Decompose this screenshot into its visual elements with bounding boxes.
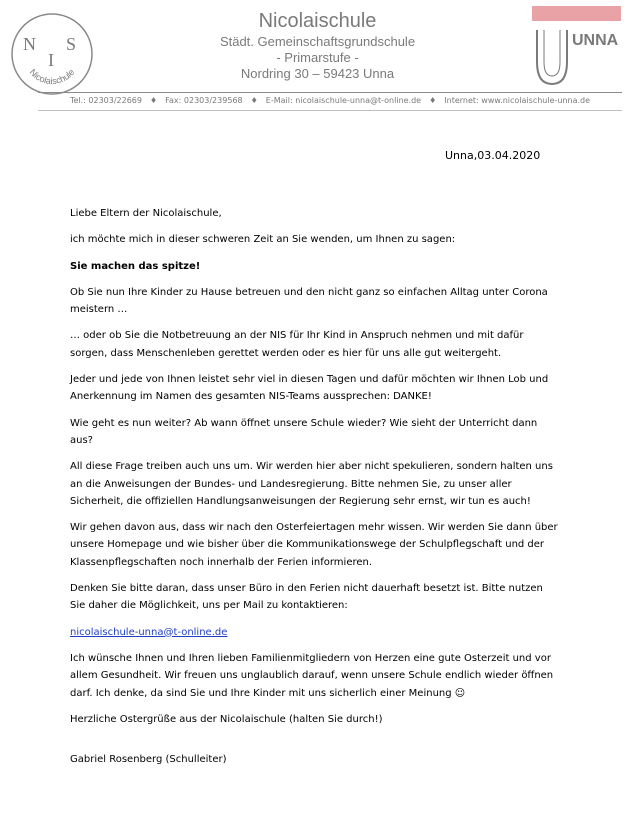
header-divider xyxy=(38,92,622,93)
contact-separator: ♦ xyxy=(429,96,437,105)
contact-line xyxy=(38,96,622,105)
paragraph-emergency-care: … oder ob Sie die Notbetreuung an der NIS für Ihr Kind in Anspruch nehmen und mit dafür sorgen, dass Menschenleben gerettet werden oder es hier für uns alle gut weitergeht. xyxy=(70,330,524,359)
paragraph-government: All diese Frage treiben auch uns um. Wir werden hier aber nicht spekulieren, sondern halten uns an die Anweisungen der Bundes- und Landesregierung. Bitte nehmen Sie, zu unser aller Sicherheit, die offiziellen Handlungsanweisungen der Regierung sehr ernst, wir tun es auch! xyxy=(70,461,553,507)
paragraph-thanks: Jeder und jede von Ihnen leistet sehr viel in diesen Tagen und dafür möchten wir Ihnen Lob und Anerkennung im Namen des gesamten NIS-Teams aussprechen: DANKE! xyxy=(70,374,549,403)
unna-logo-text: UNNA xyxy=(572,32,619,49)
school-address: Nordring 30 – 59423 Unna xyxy=(240,66,395,81)
paragraph-office: Denken Sie bitte daran, dass unser Büro in den Ferien nicht dauerhaft besetzt ist. Bitte nutzen Sie daher die Möglichkeit, uns per Mail zu kontaktieren: xyxy=(70,583,543,612)
unna-logo-bar xyxy=(532,6,621,21)
closing: Herzliche Ostergrüße aus der Nicolaischule (halten Sie durch!) xyxy=(70,713,383,725)
contact-divider xyxy=(38,110,622,111)
unna-logo-u-inner xyxy=(544,30,560,76)
logo-letter-n: N xyxy=(23,34,36,54)
letter-date: Unna,03.04.2020 xyxy=(445,149,541,162)
paragraph-after-easter: Wir gehen davon aus, dass wir nach den Osterfeiertagen mehr wissen. Wir werden Sie dann über unsere Homepage und wie bisher über die Kommunikationswege der Schulpflegschaft und der Klassenpflegschaften noch innerhalb der Ferien informieren. xyxy=(70,522,558,568)
paragraph-wishes: Ich wünsche Ihnen und Ihren lieben Familienmitgliedern von Herzen eine gute Osterzeit und vor allem Gesundheit. Wir freuen uns unglaublich darauf, wenn unsere Schule endlich wieder öffnen darf. Ich denke, da sind Sie und Ihre Kinder mit uns sicherlich einer Meinung ☺ xyxy=(70,652,554,699)
contact-separator: ♦ xyxy=(250,96,258,105)
intro-paragraph: ich möchte mich in dieser schweren Zeit an Sie wenden, um Ihnen zu sagen: xyxy=(70,234,456,246)
paragraph-home-care: Ob Sie nun Ihre Kinder zu Hause betreuen und den nicht ganz so einfachen Alltag unter Corona meistern … xyxy=(70,286,548,316)
contact-website: Internet: www.nicolaischule-unna.de xyxy=(444,96,591,105)
paragraph-questions: Wie geht es nun weiter? Ab wann öffnet unsere Schule wieder? Wie sieht der Unterricht dann aus? xyxy=(70,417,538,446)
letter-body xyxy=(70,205,560,737)
contact-phone: Tel.: 02303/22669 xyxy=(69,96,142,105)
logo-letter-s: S xyxy=(66,34,77,54)
contact-separator: ♦ xyxy=(149,96,158,105)
school-logo xyxy=(10,12,94,96)
school-header xyxy=(150,8,485,82)
logo-arc-textpath: Nicolaischule xyxy=(27,67,77,87)
logo-letter-i: I xyxy=(48,50,54,70)
headline: Sie machen das spitze! xyxy=(70,260,201,272)
school-level: - Primarstufe - xyxy=(276,50,359,65)
school-type: Städt. Gemeinschaftsgrundschule xyxy=(219,34,416,49)
email-link[interactable]: nicolaischule-unna@t-online.de xyxy=(70,626,228,638)
school-name: Nicolaischule xyxy=(258,10,377,32)
contact-fax: Fax: 02303/239568 xyxy=(165,96,243,105)
unna-logo xyxy=(531,6,623,86)
salutation: Liebe Eltern der Nicolaischule, xyxy=(70,208,222,219)
contact-email: E-Mail: nicolaischule-unna@t-online.de xyxy=(265,96,422,105)
signature: Gabriel Rosenberg (Schulleiter) xyxy=(70,754,227,765)
